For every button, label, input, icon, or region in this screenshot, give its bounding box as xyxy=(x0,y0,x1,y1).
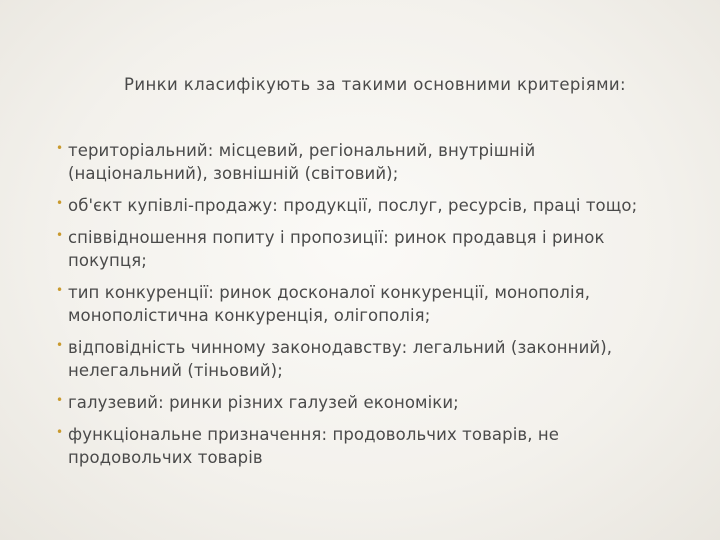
list-item-text: тип конкуренції: ринок досконалої конкуренції, монополія, монополістична конкуренція, олігополія; xyxy=(68,283,591,325)
slide-heading: Ринки класифікують за такими основними критеріями: xyxy=(124,75,627,94)
bullet-icon: • xyxy=(56,283,64,297)
bullet-icon: • xyxy=(56,338,64,352)
list-item-text: територіальний: місцевий, регіональний, внутрішній (національний), зовнішній (світовий); xyxy=(68,141,536,183)
list-item xyxy=(56,391,676,414)
bullet-icon: • xyxy=(56,228,64,242)
list-item-text: галузевий: ринки різних галузей економіки; xyxy=(68,393,459,412)
list-item xyxy=(56,281,676,327)
list-item xyxy=(56,336,676,382)
list-item-text: об'єкт купівлі-продажу: продукції, послуг, ресурсів, праці тощо; xyxy=(68,196,638,215)
list-item xyxy=(56,139,676,185)
list-item xyxy=(56,226,676,272)
list-item xyxy=(56,423,676,469)
criteria-list xyxy=(56,139,676,469)
list-item xyxy=(56,194,676,217)
list-item-text: функціональне призначення: продовольчих товарів, не продовольчих товарів xyxy=(68,425,560,467)
bullet-icon: • xyxy=(56,196,64,210)
list-item-text: співвідношення попиту і пропозиції: ринок продавця і ринок покупця; xyxy=(68,228,605,270)
bullet-icon: • xyxy=(56,425,64,439)
list-item-text: відповідність чинному законодавству: легальний (законний), нелегальний (тіньовий); xyxy=(68,338,613,380)
bullet-icon: • xyxy=(56,141,64,155)
bullet-icon: • xyxy=(56,393,64,407)
